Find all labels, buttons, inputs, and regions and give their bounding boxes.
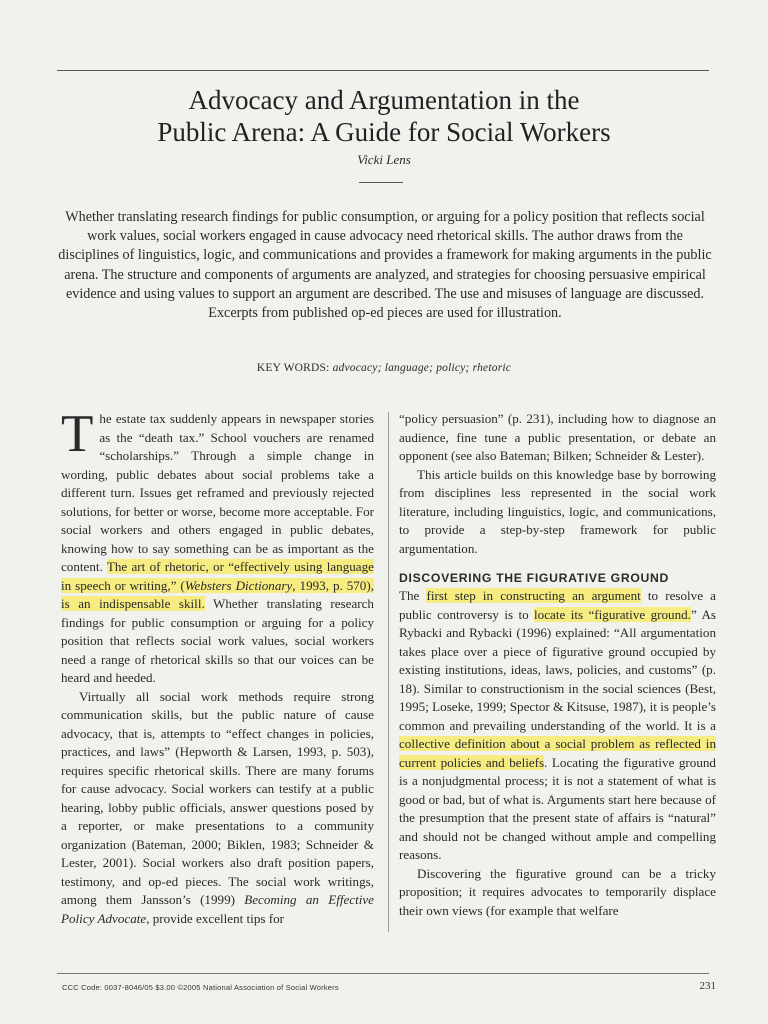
- fg-text-c: ” As Rybacki and Rybacki (1996) explained: “All argumentation takes place over a piece of figurative ground occupied by existing institutions, ideas, laws, policies, and customs” (p. 18). Similar to constructionism in the social sciences (Best, 1995; Loseke, 1999; Spector & Kitsuse, 1987), it is people’s common and prevailing understanding of the world. It is a: [399, 606, 716, 733]
- keywords-label: KEY WORDS:: [256, 362, 330, 374]
- author-name: Vicki Lens: [357, 152, 411, 167]
- fg-text-a: The: [399, 588, 427, 603]
- title-line-1: Advocacy and Argumentation in the: [188, 85, 580, 115]
- highlight-figurative-ground: locate its “figurative ground.: [534, 606, 691, 622]
- body-paragraph-tricky: Discovering the figurative ground can be a tricky proposition; it requires advocates to temporarily displace their own views (for example that welfare: [399, 865, 716, 918]
- highlight-citation: Websters Dictionary: [184, 577, 293, 593]
- article-title: [40, 84, 728, 148]
- continued-paragraph: “policy persuasion” (p. 231), including how to diagnose an audience, fine tune a public presentation, or debate an opponent (see also Bateman; Bilken; Schneider & Lester).: [399, 411, 716, 463]
- highlight-rhetoric-a: The art of rhetoric, or “effectively using language in speech or writing,” (: [61, 559, 374, 593]
- keywords-terms: advocacy; language; policy; rhetoric: [332, 362, 512, 374]
- keywords: [0, 362, 768, 374]
- book-title: Becoming an Effective Policy Advocate: [61, 892, 374, 926]
- intro-paragraph: [61, 405, 374, 688]
- intro-text-cont: Whether translating research findings for public consumption or arguing for a policy position that reflects social work values, social workers need a range of rhetorical skills so that our voices can be heard and heeded.: [61, 596, 374, 685]
- intro-text: he estate tax suddenly appears in newspaper stories as the “death tax.” School vouchers are renamed “scholarships.” Through a simple change in wording, public debates about social problems take a different turn. Issues get reframed and previously rejected solutions, for better or worse, become more acceptable. For social workers and others engaged in public debates, knowing how to say something can be as important as the content.: [61, 411, 374, 574]
- footer-copyright: CCC Code: 0037-8046/05 $3.00 ©2005 National Association of Social Workers: [62, 983, 339, 992]
- fg-text-d: . Locating the figurative ground is a nonjudgmental process; it is not a statement of what is good or bad, but of what is. Arguments start here because of the presumption that the present state of affairs is “natural” and should not be changed without ample and compelling reasons.: [399, 754, 716, 862]
- body-paragraph-2: [61, 688, 374, 929]
- paragraph-2-end: , provide excellent tips for: [146, 910, 285, 926]
- section-heading: DISCOVERING THE FIGURATIVE GROUND: [399, 571, 670, 585]
- page-number: 231: [699, 980, 716, 992]
- figurative-ground-paragraph: [399, 587, 716, 865]
- highlight-collective-definition: collective definition about a social problem as reflected in current policies and beliefs: [399, 736, 716, 770]
- column-divider: [388, 412, 389, 932]
- highlight-first-step: first step in constructing an argument: [426, 588, 641, 603]
- left-column: [61, 405, 374, 928]
- right-column: [399, 410, 716, 920]
- title-divider: [359, 182, 403, 183]
- abstract: Whether translating research findings for public consumption, or arguing for a policy position that reflects social work values, social workers engaged in cause advocacy need rhetorical skills. The author draws from the disciplines of linguistics, logic, and communications and provides a framework for making arguments in the public arena. The structure and components of arguments are analyzed, and strategies for choosing persuasive empirical evidence and using values to support an argument are described. The use and misuses of language are discussed. Excerpts from published op-ed pieces are used for illustration.: [58, 209, 712, 322]
- body-paragraph-builds: This article builds on this knowledge base by borrowing from disciplines less represented in the social work literature, including linguistics, logic, and communications, to provide a step-by-step framework for public argumentation.: [399, 466, 716, 556]
- paragraph-2-text: Virtually all social work methods require strong communication skills, but the public nature of cause advocacy, that is, attempts to “effect changes in policies, practices, and laws” (Hepworth & Larsen, 1993, p. 503), requires specific rhetorical skills. There are many forums for cause advocacy. Social workers can testify at a public hearing, lobby public officials, answer questions posed by a reporter, or make presentations to a community organization (Bateman, 2000; Biklen, 1983; Schneider & Lester, 2001). Social workers also draft position papers, testimony, and op-ed pieces. The social work writings, among them Jansson’s (1999): [61, 688, 374, 907]
- highlight-rhetoric-b: , 1993, p. 570), is an indispensable skill.: [61, 577, 374, 611]
- bottom-rule: [57, 973, 709, 974]
- fg-text-b: to resolve a public controversy is to: [399, 588, 716, 622]
- drop-cap: T: [61, 405, 94, 463]
- top-rule: [57, 70, 709, 71]
- title-line-2: Public Arena: A Guide for Social Workers: [157, 117, 611, 147]
